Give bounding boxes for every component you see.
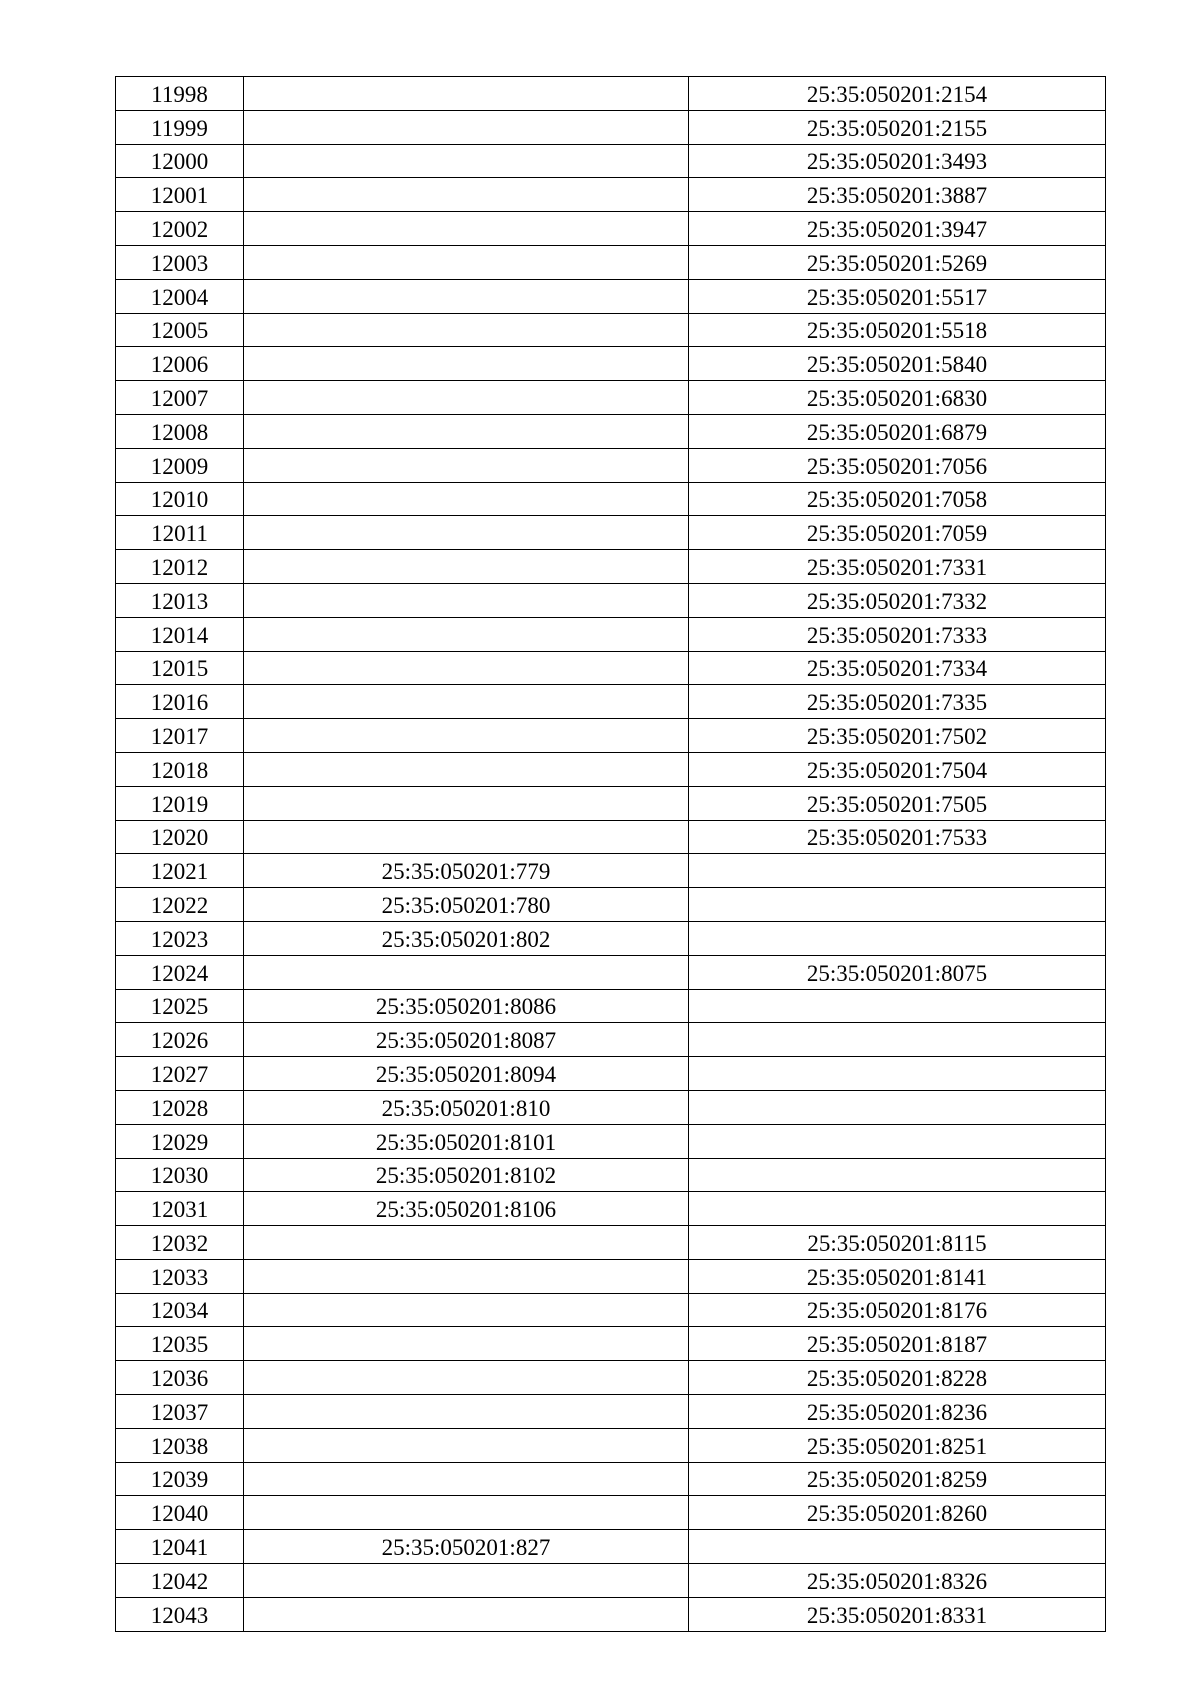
- cadastral-number-cell-a: [244, 245, 689, 279]
- table-row: [116, 448, 1106, 482]
- cadastral-number-cell-b: [689, 888, 1106, 922]
- table-row: [116, 719, 1106, 753]
- cadastral-number-cell-a: [244, 279, 689, 313]
- cadastral-number-cell-b: 25:35:050201:7058: [689, 482, 1106, 516]
- cadastral-number-cell-b: [689, 921, 1106, 955]
- cadastral-number-cell-a: [244, 414, 689, 448]
- cadastral-number-cell-b: 25:35:050201:7502: [689, 719, 1106, 753]
- table-row: [116, 1226, 1106, 1260]
- cadastral-number-cell-b: 25:35:050201:7334: [689, 651, 1106, 685]
- table-row: [116, 381, 1106, 415]
- cadastral-number-cell-a: [244, 651, 689, 685]
- table-row: [116, 1057, 1106, 1091]
- table-row: [116, 1192, 1106, 1226]
- row-number-cell: 12025: [116, 989, 244, 1023]
- cadastral-number-cell-b: [689, 1530, 1106, 1564]
- table-row: [116, 1597, 1106, 1631]
- table-row: [116, 1293, 1106, 1327]
- cadastral-number-cell-a: 25:35:050201:8101: [244, 1124, 689, 1158]
- cadastral-number-cell-a: 25:35:050201:827: [244, 1530, 689, 1564]
- cadastral-number-cell-b: 25:35:050201:8228: [689, 1361, 1106, 1395]
- row-number-cell: 12009: [116, 448, 244, 482]
- table-row: [116, 752, 1106, 786]
- row-number-cell: 11999: [116, 110, 244, 144]
- table-row: [116, 888, 1106, 922]
- row-number-cell: 12004: [116, 279, 244, 313]
- cadastral-number-cell-b: 25:35:050201:8260: [689, 1496, 1106, 1530]
- cadastral-number-cell-b: 25:35:050201:7059: [689, 516, 1106, 550]
- table-row: [116, 1395, 1106, 1429]
- cadastral-number-cell-b: 25:35:050201:5840: [689, 347, 1106, 381]
- cadastral-number-cell-b: [689, 1090, 1106, 1124]
- row-number-cell: 12019: [116, 786, 244, 820]
- table-body: [116, 77, 1106, 1632]
- cadastral-number-cell-a: [244, 1226, 689, 1260]
- table-row: [116, 1327, 1106, 1361]
- cadastral-number-cell-b: 25:35:050201:5269: [689, 245, 1106, 279]
- cadastral-number-cell-b: 25:35:050201:7332: [689, 583, 1106, 617]
- row-number-cell: 12002: [116, 212, 244, 246]
- cadastral-number-cell-a: [244, 212, 689, 246]
- table-row: [116, 854, 1106, 888]
- row-number-cell: 12036: [116, 1361, 244, 1395]
- cadastral-number-cell-b: 25:35:050201:3493: [689, 144, 1106, 178]
- cadastral-number-cell-b: [689, 1023, 1106, 1057]
- table-row: [116, 178, 1106, 212]
- cadastral-number-cell-b: 25:35:050201:8259: [689, 1462, 1106, 1496]
- table-row: [116, 482, 1106, 516]
- table-row: [116, 110, 1106, 144]
- table-row: [116, 77, 1106, 111]
- cadastral-number-cell-b: 25:35:050201:6830: [689, 381, 1106, 415]
- row-number-cell: 12042: [116, 1564, 244, 1598]
- row-number-cell: 12011: [116, 516, 244, 550]
- cadastral-number-cell-a: [244, 583, 689, 617]
- cadastral-number-cell-a: [244, 786, 689, 820]
- cadastral-number-cell-a: 25:35:050201:810: [244, 1090, 689, 1124]
- table-row: [116, 212, 1106, 246]
- cadastral-number-cell-a: 25:35:050201:8106: [244, 1192, 689, 1226]
- row-number-cell: 12017: [116, 719, 244, 753]
- row-number-cell: 12039: [116, 1462, 244, 1496]
- table-row: [116, 685, 1106, 719]
- table-row: [116, 245, 1106, 279]
- table-row: [116, 1530, 1106, 1564]
- table-row: [116, 414, 1106, 448]
- cadastral-number-cell-a: [244, 1293, 689, 1327]
- cadastral-number-cell-a: [244, 1462, 689, 1496]
- cadastral-number-cell-a: 25:35:050201:8094: [244, 1057, 689, 1091]
- row-number-cell: 12018: [116, 752, 244, 786]
- cadastral-number-cell-b: 25:35:050201:7335: [689, 685, 1106, 719]
- row-number-cell: 12030: [116, 1158, 244, 1192]
- cadastral-number-cell-a: [244, 313, 689, 347]
- table-row: [116, 1462, 1106, 1496]
- cadastral-number-cell-a: [244, 516, 689, 550]
- row-number-cell: 12014: [116, 617, 244, 651]
- row-number-cell: 12037: [116, 1395, 244, 1429]
- cadastral-number-cell-b: 25:35:050201:2155: [689, 110, 1106, 144]
- cadastral-number-cell-b: 25:35:050201:8187: [689, 1327, 1106, 1361]
- cadastral-number-cell-b: 25:35:050201:8176: [689, 1293, 1106, 1327]
- cadastral-number-cell-a: [244, 1259, 689, 1293]
- cadastral-number-cell-b: 25:35:050201:5518: [689, 313, 1106, 347]
- cadastral-number-cell-a: [244, 685, 689, 719]
- cadastral-number-cell-a: 25:35:050201:779: [244, 854, 689, 888]
- cadastral-number-table: [115, 76, 1106, 1632]
- cadastral-number-cell-a: [244, 77, 689, 111]
- row-number-cell: 12026: [116, 1023, 244, 1057]
- table-row: [116, 1361, 1106, 1395]
- cadastral-number-cell-a: [244, 1428, 689, 1462]
- cadastral-number-cell-a: [244, 1597, 689, 1631]
- cadastral-number-cell-a: [244, 752, 689, 786]
- cadastral-number-cell-a: [244, 550, 689, 584]
- table-row: [116, 820, 1106, 854]
- cadastral-number-cell-b: 25:35:050201:8326: [689, 1564, 1106, 1598]
- row-number-cell: 12033: [116, 1259, 244, 1293]
- row-number-cell: 12010: [116, 482, 244, 516]
- cadastral-number-cell-b: 25:35:050201:5517: [689, 279, 1106, 313]
- cadastral-number-cell-a: [244, 719, 689, 753]
- table-row: [116, 1158, 1106, 1192]
- table-row: [116, 617, 1106, 651]
- cadastral-number-cell-a: 25:35:050201:8087: [244, 1023, 689, 1057]
- row-number-cell: 12041: [116, 1530, 244, 1564]
- cadastral-number-cell-b: 25:35:050201:7331: [689, 550, 1106, 584]
- cadastral-number-cell-b: 25:35:050201:3947: [689, 212, 1106, 246]
- cadastral-number-cell-b: 25:35:050201:8331: [689, 1597, 1106, 1631]
- table-row: [116, 347, 1106, 381]
- row-number-cell: 12035: [116, 1327, 244, 1361]
- cadastral-number-cell-b: 25:35:050201:7533: [689, 820, 1106, 854]
- cadastral-number-cell-b: 25:35:050201:8141: [689, 1259, 1106, 1293]
- cadastral-number-cell-b: 25:35:050201:8075: [689, 955, 1106, 989]
- row-number-cell: 12005: [116, 313, 244, 347]
- row-number-cell: 12007: [116, 381, 244, 415]
- table-row: [116, 313, 1106, 347]
- cadastral-number-cell-b: [689, 989, 1106, 1023]
- row-number-cell: 12034: [116, 1293, 244, 1327]
- row-number-cell: 12006: [116, 347, 244, 381]
- table-row: [116, 989, 1106, 1023]
- table-row: [116, 583, 1106, 617]
- row-number-cell: 12013: [116, 583, 244, 617]
- cadastral-number-cell-b: 25:35:050201:8115: [689, 1226, 1106, 1260]
- cadastral-number-cell-a: [244, 482, 689, 516]
- cadastral-number-cell-b: 25:35:050201:8251: [689, 1428, 1106, 1462]
- table-row: [116, 955, 1106, 989]
- cadastral-number-cell-a: [244, 1361, 689, 1395]
- row-number-cell: 12016: [116, 685, 244, 719]
- row-number-cell: 12043: [116, 1597, 244, 1631]
- table-row: [116, 921, 1106, 955]
- row-number-cell: 12000: [116, 144, 244, 178]
- row-number-cell: 12012: [116, 550, 244, 584]
- row-number-cell: 12021: [116, 854, 244, 888]
- table-row: [116, 550, 1106, 584]
- cadastral-number-cell-b: 25:35:050201:7056: [689, 448, 1106, 482]
- row-number-cell: 12032: [116, 1226, 244, 1260]
- cadastral-number-cell-a: [244, 1327, 689, 1361]
- cadastral-number-cell-a: [244, 955, 689, 989]
- row-number-cell: 11998: [116, 77, 244, 111]
- row-number-cell: 12020: [116, 820, 244, 854]
- cadastral-number-cell-b: 25:35:050201:7504: [689, 752, 1106, 786]
- row-number-cell: 12001: [116, 178, 244, 212]
- row-number-cell: 12023: [116, 921, 244, 955]
- cadastral-number-cell-b: 25:35:050201:7505: [689, 786, 1106, 820]
- cadastral-number-cell-a: [244, 178, 689, 212]
- row-number-cell: 12015: [116, 651, 244, 685]
- row-number-cell: 12040: [116, 1496, 244, 1530]
- cadastral-number-cell-a: [244, 1564, 689, 1598]
- table-row: [116, 516, 1106, 550]
- cadastral-number-cell-b: [689, 854, 1106, 888]
- table-row: [116, 279, 1106, 313]
- table-row: [116, 1124, 1106, 1158]
- cadastral-number-cell-b: [689, 1192, 1106, 1226]
- table-row: [116, 651, 1106, 685]
- cadastral-number-cell-a: [244, 448, 689, 482]
- row-number-cell: 12003: [116, 245, 244, 279]
- cadastral-number-cell-b: [689, 1158, 1106, 1192]
- table-row: [116, 144, 1106, 178]
- cadastral-number-cell-a: 25:35:050201:780: [244, 888, 689, 922]
- table-row: [116, 1428, 1106, 1462]
- row-number-cell: 12008: [116, 414, 244, 448]
- row-number-cell: 12038: [116, 1428, 244, 1462]
- cadastral-number-cell-b: 25:35:050201:3887: [689, 178, 1106, 212]
- cadastral-number-cell-b: 25:35:050201:8236: [689, 1395, 1106, 1429]
- cadastral-number-cell-a: [244, 617, 689, 651]
- table-row: [116, 1023, 1106, 1057]
- cadastral-number-cell-a: [244, 110, 689, 144]
- row-number-cell: 12028: [116, 1090, 244, 1124]
- table-row: [116, 786, 1106, 820]
- cadastral-number-cell-b: 25:35:050201:7333: [689, 617, 1106, 651]
- cadastral-number-cell-b: [689, 1057, 1106, 1091]
- row-number-cell: 12027: [116, 1057, 244, 1091]
- cadastral-number-cell-a: [244, 347, 689, 381]
- cadastral-number-cell-b: 25:35:050201:6879: [689, 414, 1106, 448]
- cadastral-number-cell-a: [244, 1395, 689, 1429]
- cadastral-number-cell-a: 25:35:050201:8086: [244, 989, 689, 1023]
- cadastral-number-cell-a: 25:35:050201:8102: [244, 1158, 689, 1192]
- cadastral-number-cell-a: [244, 820, 689, 854]
- table-row: [116, 1259, 1106, 1293]
- cadastral-number-cell-b: [689, 1124, 1106, 1158]
- cadastral-number-cell-a: [244, 381, 689, 415]
- cadastral-number-cell-a: 25:35:050201:802: [244, 921, 689, 955]
- table-row: [116, 1090, 1106, 1124]
- cadastral-number-cell-a: [244, 1496, 689, 1530]
- cadastral-number-cell-b: 25:35:050201:2154: [689, 77, 1106, 111]
- row-number-cell: 12031: [116, 1192, 244, 1226]
- row-number-cell: 12029: [116, 1124, 244, 1158]
- table-row: [116, 1496, 1106, 1530]
- cadastral-number-cell-a: [244, 144, 689, 178]
- table-row: [116, 1564, 1106, 1598]
- row-number-cell: 12024: [116, 955, 244, 989]
- row-number-cell: 12022: [116, 888, 244, 922]
